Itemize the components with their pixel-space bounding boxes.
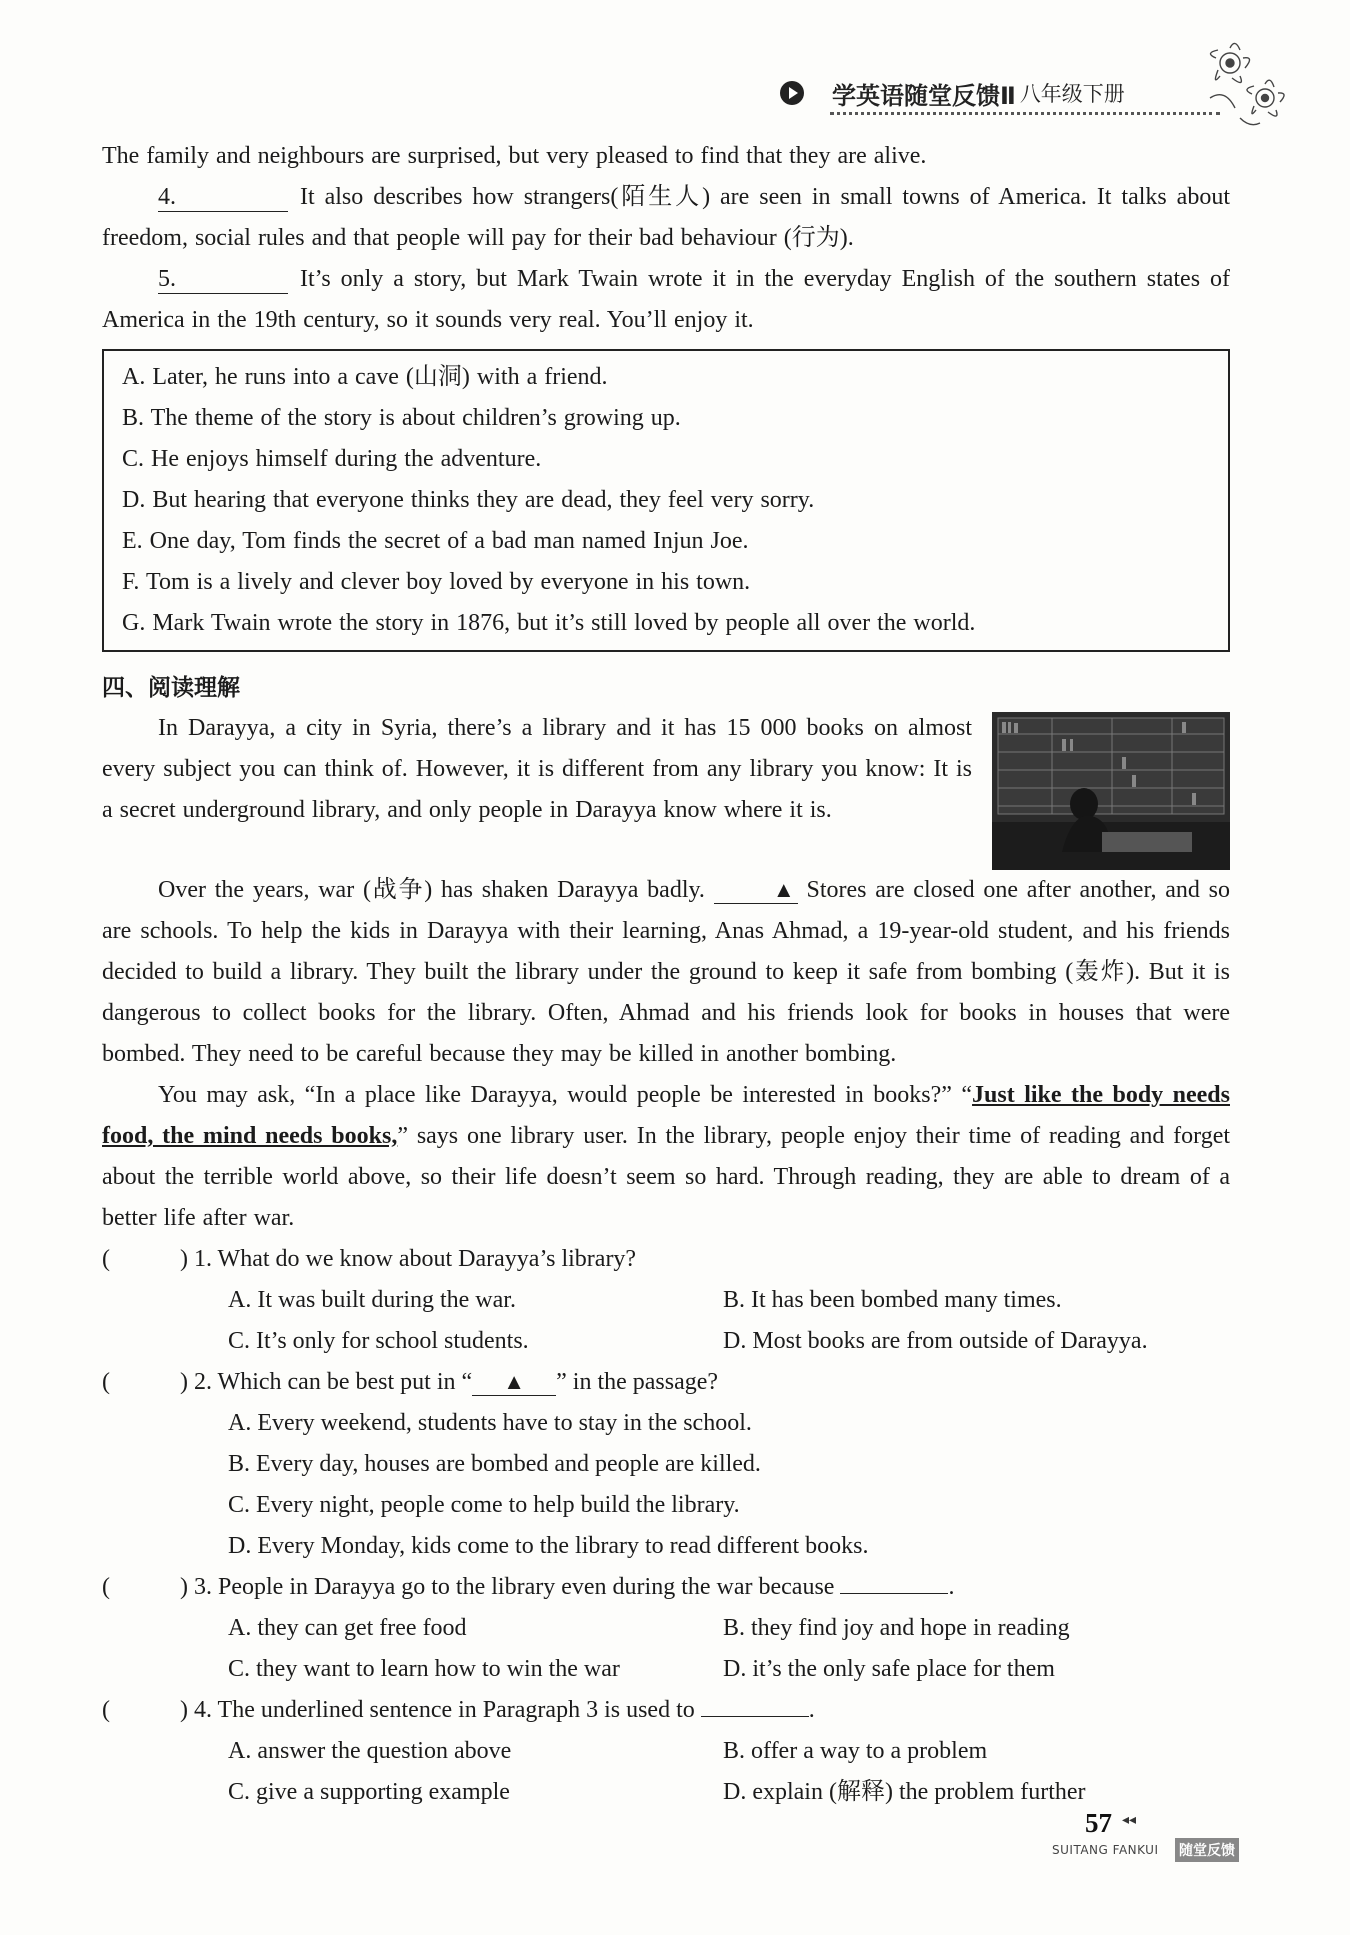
q3-choice-a[interactable]: A. they can get free food bbox=[228, 1615, 467, 1641]
q4-choice-c[interactable]: C. give a supporting example bbox=[228, 1779, 510, 1805]
paragraph-2 bbox=[102, 870, 1230, 1075]
arrows-icon: ◂◂ bbox=[1122, 1813, 1137, 1828]
intro-line-1: The family and neighbours are surprised, but very pleased to find that they are alive. bbox=[102, 143, 927, 169]
q1-choice-a[interactable]: A. It was built during the war. bbox=[228, 1287, 516, 1313]
q3-answer-blank[interactable] bbox=[840, 1593, 948, 1594]
answer-paren-1[interactable]: ( bbox=[102, 1246, 110, 1272]
paragraph-2-before: Over the years, war (战争) has shaken Darayya badly. bbox=[158, 877, 705, 903]
q2-triangle-icon: ▲ bbox=[503, 1369, 526, 1394]
question-4-stem: ) 4. The underlined sentence in Paragraph 3 is used to . bbox=[180, 1697, 815, 1723]
page-content bbox=[102, 136, 1230, 1813]
q3-choice-b[interactable]: B. they find joy and hope in reading bbox=[723, 1615, 1070, 1641]
paragraph-2-after: Stores are closed one after another, and so are schools. To help the kids in Darayya with their learning, Anas Ahmad, a 19-year-old student, and his friends decided to build a library. They built the library under the ground to keep it safe from bombing (轰炸). But it is dangerous to collect books for the library. Often, Ahmad and his friends look for books in houses that were bombed. They need to be careful because they may be killed in another bombing. bbox=[102, 877, 1231, 1067]
header-divider bbox=[830, 112, 1220, 115]
option-c: C. He enjoys himself during the adventure. bbox=[122, 446, 542, 472]
q2-choice-c[interactable]: C. Every night, people come to help build the library. bbox=[228, 1492, 740, 1518]
option-d: D. But hearing that everyone thinks they are dead, they feel very sorry. bbox=[122, 487, 815, 513]
q1-choice-c[interactable]: C. It’s only for school students. bbox=[228, 1328, 529, 1354]
q4-answer-blank[interactable] bbox=[701, 1716, 809, 1717]
paragraph-3 bbox=[102, 1075, 1230, 1239]
question-2 bbox=[102, 1362, 1230, 1403]
item-4-number[interactable]: 4. bbox=[158, 183, 288, 212]
question-2-choices bbox=[228, 1403, 1230, 1567]
item-5-text: It’s only a story, but Mark Twain wrote it in the everyday English of the southern states of America in the 19th century, so it sounds very real. You’ll enjoy it. bbox=[102, 266, 1230, 333]
q2-triangle-blank bbox=[472, 1369, 556, 1396]
q3-choice-c[interactable]: C. they want to learn how to win the war bbox=[228, 1656, 620, 1682]
answer-paren-2[interactable]: ( bbox=[102, 1369, 110, 1395]
option-a: A. Later, he runs into a cave (山洞) with a friend. bbox=[122, 364, 608, 390]
triangle-icon: ▲ bbox=[772, 877, 795, 902]
question-3-choices bbox=[228, 1608, 1230, 1690]
answer-paren-4[interactable]: ( bbox=[102, 1697, 110, 1723]
question-2-stem: ) 2. Which can be best put in “ ▲ ” in the passage? bbox=[180, 1369, 719, 1395]
play-icon bbox=[780, 81, 804, 105]
page-number: 57 bbox=[1085, 1808, 1112, 1838]
paragraph-3-before: You may ask, “In a place like Darayya, would people be interested in books?” “ bbox=[158, 1082, 973, 1108]
item-5 bbox=[102, 259, 1230, 341]
page-header bbox=[780, 72, 1220, 114]
paragraph-1: In Darayya, a city in Syria, there’s a library and it has 15 000 books on almost every subject you can think of. However, it is different from any library you know: It is a secret underground library, and only people in Darayya know where it is. bbox=[102, 715, 972, 823]
item-5-number[interactable]: 5. bbox=[158, 265, 288, 294]
footer-brand: SUITANG FANKUI bbox=[1052, 1843, 1159, 1857]
q3-choice-d[interactable]: D. it’s the only safe place for them bbox=[723, 1656, 1055, 1682]
question-3 bbox=[102, 1567, 1230, 1608]
section-title: 四、阅读理解 bbox=[102, 675, 240, 701]
question-4 bbox=[102, 1690, 1230, 1731]
paragraph-3-after: ” says one library user. In the library, people enjoy their time of reading and forget about the terrible world above, so their life doesn’t seem so hard. Through reading, they are able to dream of a better life after war. bbox=[102, 1123, 1231, 1231]
question-4-choices bbox=[228, 1731, 1230, 1813]
option-g: G. Mark Twain wrote the story in 1876, but it’s still loved by people all over the world. bbox=[122, 610, 976, 636]
q4-choice-a[interactable]: A. answer the question above bbox=[228, 1738, 512, 1764]
flower-decoration-icon bbox=[1190, 28, 1300, 138]
option-e: E. One day, Tom finds the secret of a bad man named Injun Joe. bbox=[122, 528, 749, 554]
header-title: 学英语随堂反馈Ⅱ bbox=[832, 81, 1016, 110]
paragraph-1-block bbox=[102, 708, 1230, 870]
q1-choice-b[interactable]: B. It has been bombed many times. bbox=[723, 1287, 1062, 1313]
option-f: F. Tom is a lively and clever boy loved by everyone in his town. bbox=[122, 569, 751, 595]
footer-tag: 随堂反馈 bbox=[1175, 1838, 1239, 1862]
underlined-sentence: Just like the body needs food, the mind needs books, bbox=[102, 1082, 1230, 1149]
item-4-text: It also describes how strangers(陌生人) are seen in small towns of America. It talks about freedom, social rules and that people will pay for their bad behaviour (行为). bbox=[102, 184, 1230, 251]
q2-choice-a[interactable]: A. Every weekend, students have to stay in the school. bbox=[228, 1410, 752, 1436]
answer-paren-3[interactable]: ( bbox=[102, 1574, 110, 1600]
triangle-blank[interactable] bbox=[714, 877, 798, 904]
options-box bbox=[102, 349, 1230, 652]
question-1-stem: ) 1. What do we know about Darayya’s library? bbox=[180, 1246, 637, 1272]
header-grade: 八年级下册 bbox=[1019, 82, 1125, 106]
q4-choice-d[interactable]: D. explain (解释) the problem further bbox=[723, 1779, 1086, 1805]
q1-choice-d[interactable]: D. Most books are from outside of Darayya. bbox=[723, 1328, 1148, 1354]
item-4 bbox=[102, 177, 1230, 259]
library-photo bbox=[992, 712, 1230, 870]
q2-choice-d[interactable]: D. Every Monday, kids come to the library to read different books. bbox=[228, 1533, 869, 1559]
question-1-choices bbox=[228, 1280, 1230, 1362]
q2-choice-b[interactable]: B. Every day, houses are bombed and people are killed. bbox=[228, 1451, 761, 1477]
question-3-stem: ) 3. People in Darayya go to the library even during the war because . bbox=[180, 1574, 955, 1600]
question-1 bbox=[102, 1239, 1230, 1280]
option-b: B. The theme of the story is about children’s growing up. bbox=[122, 405, 681, 431]
q4-choice-b[interactable]: B. offer a way to a problem bbox=[723, 1738, 988, 1764]
